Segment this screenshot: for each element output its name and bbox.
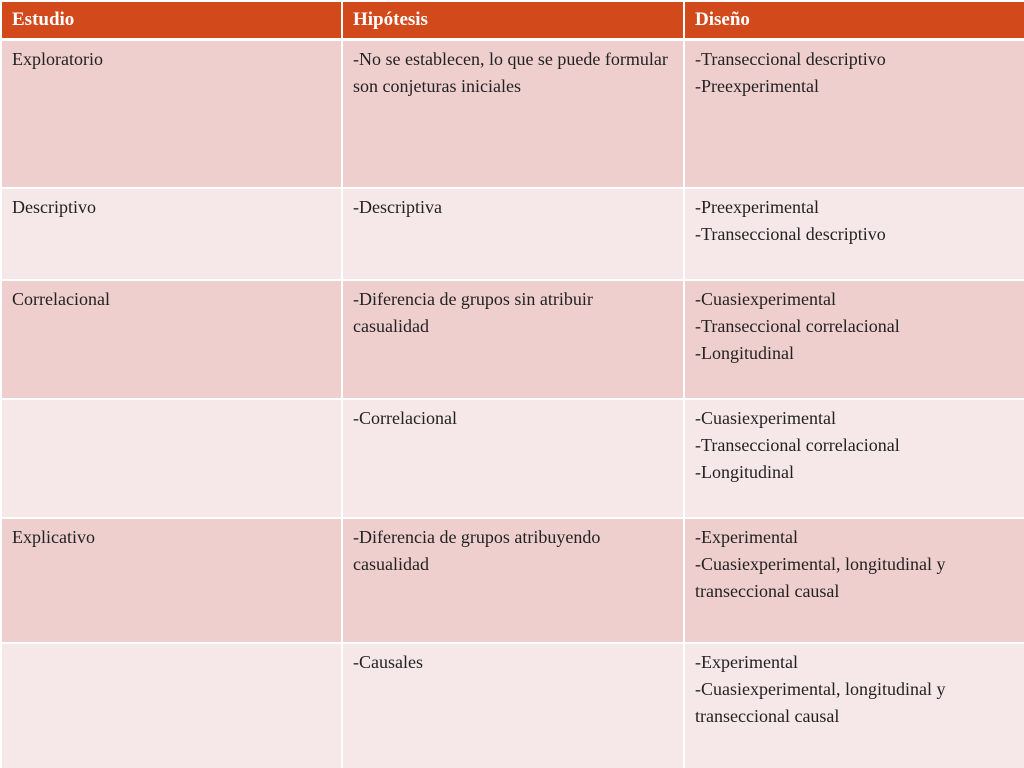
diseno-line: -Longitudinal: [695, 461, 794, 482]
diseno-line: -Cuasiexperimental, longitudinal y transeccional causal: [695, 678, 946, 726]
cell-estudio: [1, 643, 342, 768]
diseno-line: -Transeccional descriptivo: [695, 223, 886, 244]
diseno-line: -Transeccional correlacional: [695, 434, 900, 455]
diseno-line: -Longitudinal: [695, 342, 794, 363]
diseno-line: -Preexperimental: [695, 196, 819, 217]
cell-estudio: Explicativo: [1, 518, 342, 643]
cell-hipotesis: -Causales: [342, 643, 684, 768]
cell-hipotesis: -No se establecen, lo que se puede formular son conjeturas iniciales: [342, 40, 684, 188]
cell-hipotesis: -Descriptiva: [342, 188, 684, 280]
header-hipotesis: Hipótesis: [342, 1, 684, 40]
diseno-line: -Experimental: [695, 651, 798, 672]
table-row: [1, 399, 1024, 518]
diseno-line: -Preexperimental: [695, 76, 819, 96]
header-row: [1, 1, 1024, 40]
cell-estudio: Exploratorio: [1, 40, 342, 188]
table-row: [1, 518, 1024, 643]
diseno-line: -Cuasiexperimental, longitudinal y transeccional causal: [695, 553, 946, 601]
cell-hipotesis: -Diferencia de grupos sin atribuir casualidad: [342, 280, 684, 399]
diseno-line: -Cuasiexperimental: [695, 288, 836, 309]
cell-diseno: [684, 280, 1024, 399]
diseno-line: -Transeccional correlacional: [695, 315, 900, 336]
cell-diseno: [684, 188, 1024, 280]
table-row: [1, 643, 1024, 768]
cell-diseno: [684, 399, 1024, 518]
cell-hipotesis: -Correlacional: [342, 399, 684, 518]
cell-diseno: [684, 643, 1024, 768]
diseno-line: -Experimental: [695, 526, 798, 547]
header-estudio: Estudio: [1, 1, 342, 40]
cell-estudio: [1, 399, 342, 518]
cell-diseno: [684, 40, 1024, 188]
cell-diseno: [684, 518, 1024, 643]
cell-hipotesis: -Diferencia de grupos atribuyendo casualidad: [342, 518, 684, 643]
cell-estudio: Correlacional: [1, 280, 342, 399]
table-row: [1, 40, 1024, 188]
diseno-line: -Transeccional descriptivo: [695, 49, 886, 69]
header-diseno: Diseño: [684, 1, 1024, 40]
table-row: [1, 188, 1024, 280]
cell-estudio: Descriptivo: [1, 188, 342, 280]
table-row: [1, 280, 1024, 399]
diseno-line: -Cuasiexperimental: [695, 407, 836, 428]
